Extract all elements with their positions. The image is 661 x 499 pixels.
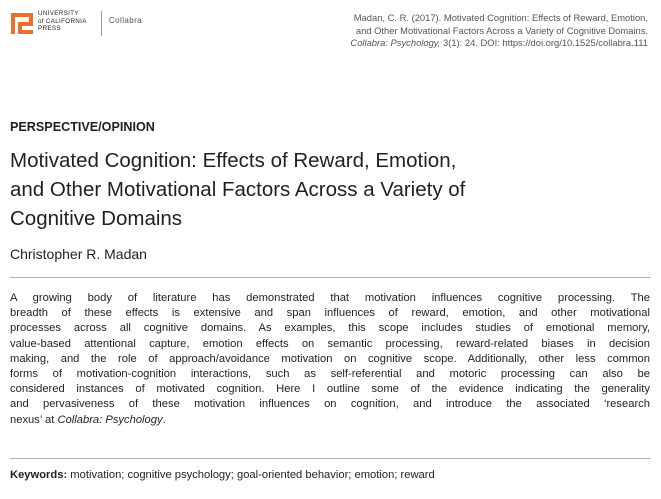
divider-bottom xyxy=(10,458,651,459)
header-divider xyxy=(101,11,102,36)
abstract-final-journal: Collabra: Psychology xyxy=(57,413,163,426)
journal-brand: Collabra xyxy=(109,16,142,25)
citation-journal: Collabra: Psychology, xyxy=(350,37,441,49)
abstract-line: value-based attentional capture, emotion effects on semantic processing, reward-related biases in decision xyxy=(10,337,650,350)
abstract-line: and pervasiveness of these motivation influences on cognition, and introduce the associated ‘research xyxy=(10,398,650,411)
publisher-name xyxy=(38,10,87,33)
article-title xyxy=(10,146,650,233)
abstract xyxy=(10,291,650,428)
abstract-line: considered instances of motivated cognition. Here I outline some of the evidence indicating the generality xyxy=(10,383,650,396)
keywords xyxy=(10,469,435,481)
title-line: Cognitive Domains xyxy=(10,207,183,230)
abstract-final-text: nexus’ at xyxy=(10,413,58,426)
citation-line: Madan, C. R. (2017). Motivated Cognition: Effects of Reward, Emotion, xyxy=(353,12,648,23)
page-header xyxy=(0,0,661,60)
citation-line: and Other Motivational Factors Across a Variety of Cognitive Domains. xyxy=(355,24,648,36)
keywords-list: motivation; cognitive psychology; goal-oriented behavior; emotion; reward xyxy=(67,469,435,481)
publisher-line: UNIVERSITY xyxy=(38,10,79,17)
abstract-line: breadth of these effects is extensive and span influences of reward, emotion, and other motivational xyxy=(10,307,650,320)
publisher-line: PRESS xyxy=(38,25,61,33)
citation-line xyxy=(248,37,648,50)
title-line: Motivated Cognition: Effects of Reward, Emotion, xyxy=(10,149,457,172)
abstract-line: forms of motivation-cognition interactions, such as self-referential and motoric processing can also be xyxy=(10,368,650,381)
citation xyxy=(248,12,648,50)
citation-details: 3(1): 24. DOI: https://doi.org/10.1525/collabra.111 xyxy=(440,37,648,49)
abstract-line xyxy=(10,413,650,428)
divider-top xyxy=(10,277,651,278)
abstract-line: making, and the role of approach/avoidance motivation on cognitive scope. Additionally, other less common xyxy=(10,352,650,365)
abstract-line: A growing body of literature has demonstrated that motivation influences cognitive processing. The xyxy=(10,292,650,304)
ucpress-logo-icon xyxy=(11,13,33,34)
article-type: PERSPECTIVE/OPINION xyxy=(10,120,155,134)
title-line: and Other Motivational Factors Across a Variety of xyxy=(10,178,466,201)
author-name: Christopher R. Madan xyxy=(10,246,147,262)
abstract-final-period: . xyxy=(162,413,166,426)
publisher-line: of CALIFORNIA xyxy=(38,17,87,25)
keywords-label: Keywords: xyxy=(10,469,68,481)
abstract-line: processes across all cognitive domains. As examples, this scope includes studies of emotional memory, xyxy=(10,322,650,335)
